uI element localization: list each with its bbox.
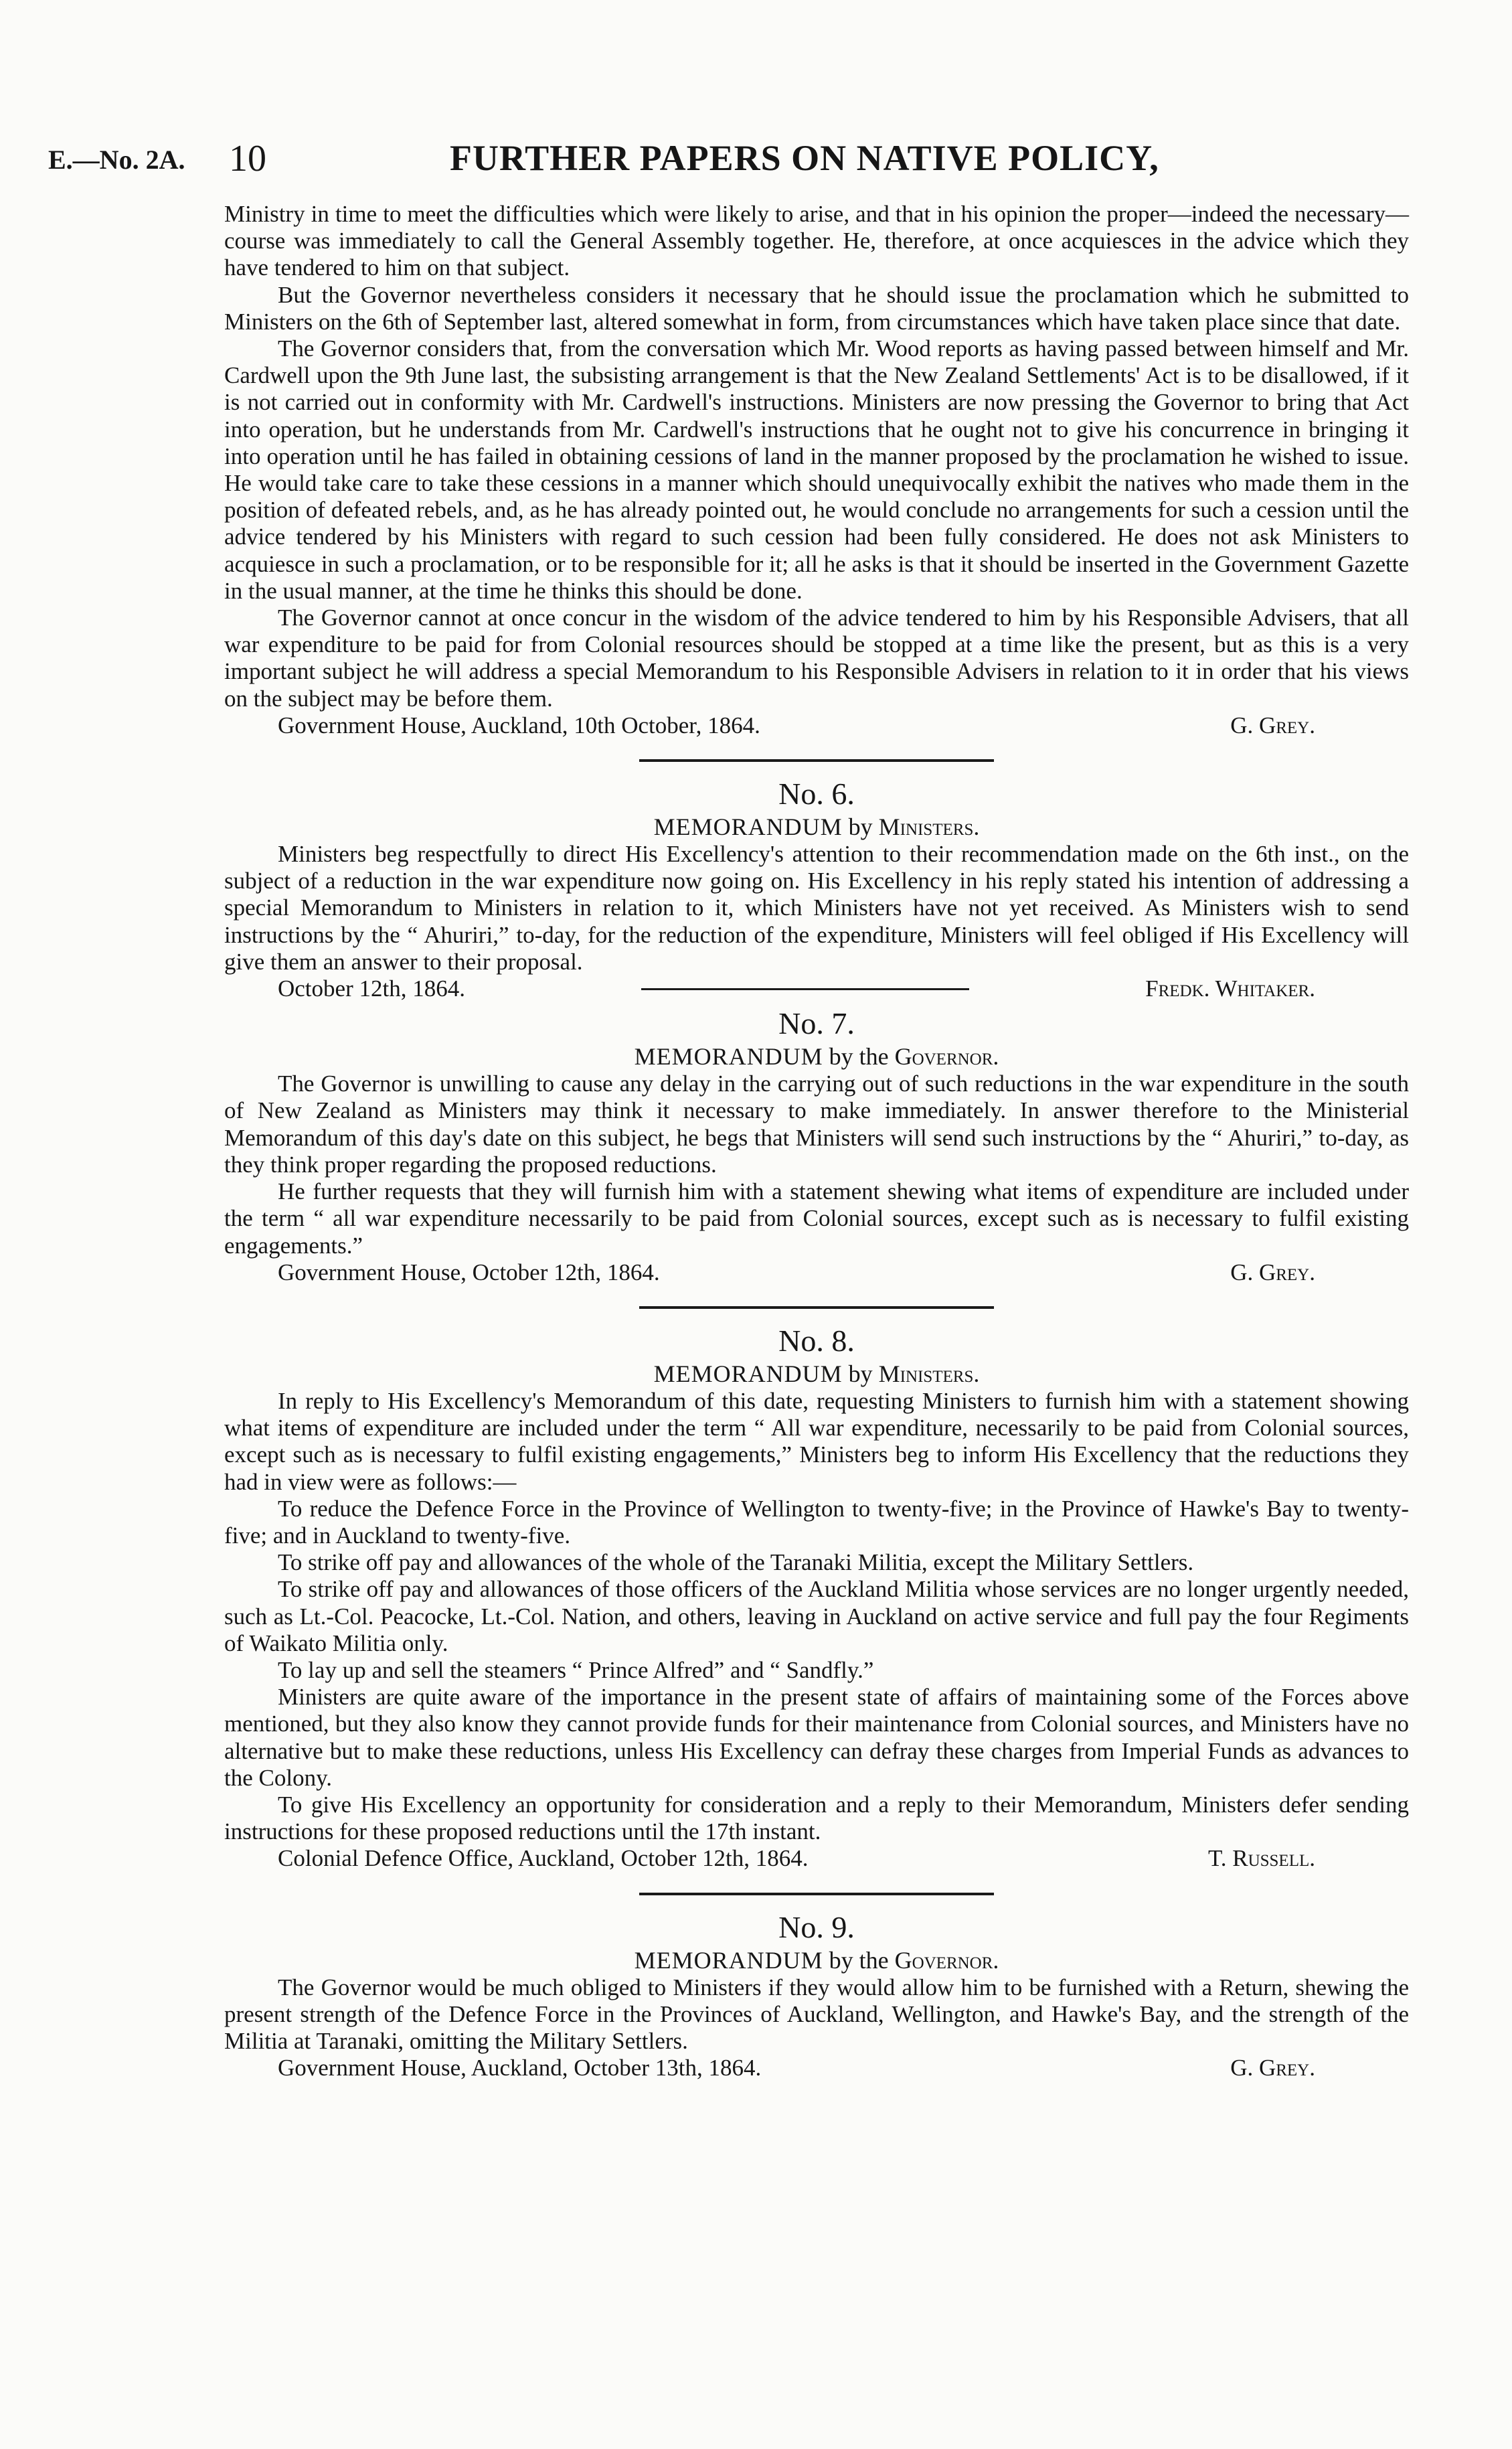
intro-section [224, 201, 1409, 739]
paragraph: The Governor is unwilling to cause any delay in the carrying out of such reductions in the war expenditure in the south of New Zealand as Ministers may think it necessary to make immediately. In answer therefore to the Ministerial Memorandum of this day's date on this subject, he begs that Ministers will send such instructions by the “ Ahuriri,” to-day, as they think proper regarding the proposed reductions. [224, 1071, 1409, 1178]
memo-heading: MEMORANDUM by the Governor. [634, 1946, 999, 1974]
signature-line [224, 2055, 1409, 2081]
signature-line [224, 975, 1409, 1002]
place-date: Government House, October 12th, 1864. [278, 1259, 660, 1285]
signature: G. Grey. [1230, 1259, 1315, 1285]
signature: G. Grey. [1230, 712, 1315, 738]
section-divider [639, 1306, 994, 1309]
memo-number: No. 6. [778, 777, 855, 811]
paragraph: To strike off pay and allowances of those officers of the Auckland Militia whose services are no longer urgently needed, such as Lt.-Col. Peacocke, Lt.-Col. Nation, and others, leaving in Auckland on active service and full pay the four Regiments of Waikato Militia only. [224, 1576, 1409, 1656]
memo-number: No. 8. [778, 1323, 855, 1358]
section-divider [641, 988, 969, 990]
memorandum-9 [224, 1909, 1409, 2082]
memo-heading: MEMORANDUM by the Governor. [634, 1043, 999, 1071]
paragraph: Ministry in time to meet the difficulties which were likely to arise, and that in his opinion the proper—indeed the necessary—course was immediately to call the General Assembly together. He, therefore, at once acquiesces in the advice which they have tendered to him on that subject. [224, 201, 1409, 281]
memo-number: No. 7. [778, 1006, 855, 1041]
place-date: Government House, Auckland, 10th October, 1864. [278, 712, 760, 738]
date: October 12th, 1864. [278, 975, 465, 1002]
signature: G. Grey. [1230, 2055, 1315, 2081]
section-divider [639, 759, 994, 762]
paragraph: In reply to His Excellency's Memorandum of this date, requesting Ministers to furnish him with a statement showing what items of expenditure are included under the term “ All war expenditure, necessarily to be paid from Colonial sources, except such as is necessary to fulfil existing engagements,” Ministers beg to inform His Excellency that the reductions they had in view were as follows:— [224, 1387, 1409, 1495]
paragraph: To lay up and sell the steamers “ Prince Alfred” and “ Sandfly.” [278, 1656, 874, 1683]
memorandum-7 [224, 1005, 1409, 1286]
signature: Fredk. Whitaker. [1145, 975, 1315, 1002]
running-title: FURTHER PAPERS ON NATIVE POLICY, [450, 138, 1159, 178]
paragraph: He further requests that they will furnish him with a statement shewing what items of expenditure are included under the term “ all war expenditure necessarily to be paid from Colonial sources, except such as is necessary to fulfil existing engagements.” [224, 1178, 1409, 1259]
signature-line [224, 1259, 1409, 1286]
paragraph: The Governor would be much obliged to Ministers if they would allow him to be furnished with a Return, shewing the present strength of the Defence Force in the Provinces of Auckland, Wellington, and Hawke's Bay, and the strength of the Militia at Taranaki, omitting the Military Settlers. [224, 1974, 1409, 2054]
paragraph: Ministers are quite aware of the importance in the present state of affairs of maintaining some of the Forces above mentioned, but they also know they cannot provide funds for their maintenance from Colonial sources, and Ministers have no alternative but to make these reductions, unless His Excellency can defray these charges from Imperial Funds as advances to the Colony. [224, 1684, 1409, 1791]
signature: T. Russell. [1207, 1845, 1315, 1872]
section-divider [639, 1893, 994, 1895]
memo-number: No. 9. [778, 1909, 855, 1944]
memorandum-8 [224, 1322, 1409, 1873]
paragraph: To give His Excellency an opportunity for consideration and a reply to their Memorandum, Ministers defer sending instructions for these proposed reductions until the 17th instant. [224, 1791, 1409, 1845]
page-header [48, 137, 1394, 184]
signature-line [224, 1845, 1409, 1872]
signature-line [224, 712, 1409, 739]
memo-heading: MEMORANDUM by Ministers. [653, 1360, 980, 1387]
paragraph: To reduce the Defence Force in the Province of Wellington to twenty-five; in the Province of Hawke's Bay to twenty-five; and in Auckland to twenty-five. [224, 1495, 1409, 1549]
memo-heading: MEMORANDUM by Ministers. [653, 813, 980, 841]
paragraph: To strike off pay and allowances of the whole of the Taranaki Militia, except the Military Settlers. [278, 1549, 1194, 1576]
memorandum-6 [224, 775, 1409, 1002]
place-date: Government House, Auckland, October 13th, 1864. [278, 2055, 762, 2081]
paper-code: E.—No. 2A. [48, 145, 185, 175]
paragraph: The Governor considers that, from the conversation which Mr. Wood reports as having passed between himself and Mr. Cardwell upon the 9th June last, the subsisting arrangement is that the New Zealand Settlements' Act is to be disallowed, if it is not carried out in conformity with Mr. Cardwell's instructions. Ministers are now pressing the Governor to bring that Act into operation, but he understands from Mr. Cardwell's instructions that he ought not to give his concurrence in bringing it into operation until he has failed in obtaining cessions of land in the manner proposed by the proclamation he wished to issue. He would take care to take these cessions in a manner which should unequivocally exhibit the natives who made them in the position of defeated rebels, and, as he has already pointed out, he would conclude no arrangements for such a cession until the advice tendered by his Ministers with regard to such cession had been fully considered. He does not ask Ministers to acquiesce in such a proclamation, or to be responsible for it; all he asks is that it should be inserted in the Government Gazette in the usual manner, at the time he thinks this should be done. [224, 335, 1409, 604]
page-number: 10 [229, 138, 266, 179]
page-body [224, 201, 1409, 2081]
paragraph: Ministers beg respectfully to direct His Excellency's attention to their recommendation made on the 6th inst., on the subject of a reduction in the war expenditure now going on. His Excellency in his reply stated his intention of addressing a special Memorandum to Ministers in relation to it, which Ministers have not yet received. As Ministers wish to send instructions by the “ Ahuriri,” to-day, for the reduction of the expenditure, Ministers will feel obliged if His Excellency will give them an answer to their proposal. [224, 841, 1409, 975]
paragraph: But the Governor nevertheless considers it necessary that he should issue the proclamation which he submitted to Ministers on the 6th of September last, altered somewhat in form, from circumstances which have taken place since that date. [224, 281, 1409, 335]
place-date: Colonial Defence Office, Auckland, October 12th, 1864. [278, 1845, 809, 1872]
paragraph: The Governor cannot at once concur in the wisdom of the advice tendered to him by his Responsible Advisers, that all war expenditure to be paid for from Colonial resources should be stopped at a time like the present, but as this is a very important subject he will address a special Memorandum to his Responsible Advisers in relation to it in order that his views on the subject may be before them. [224, 605, 1409, 712]
